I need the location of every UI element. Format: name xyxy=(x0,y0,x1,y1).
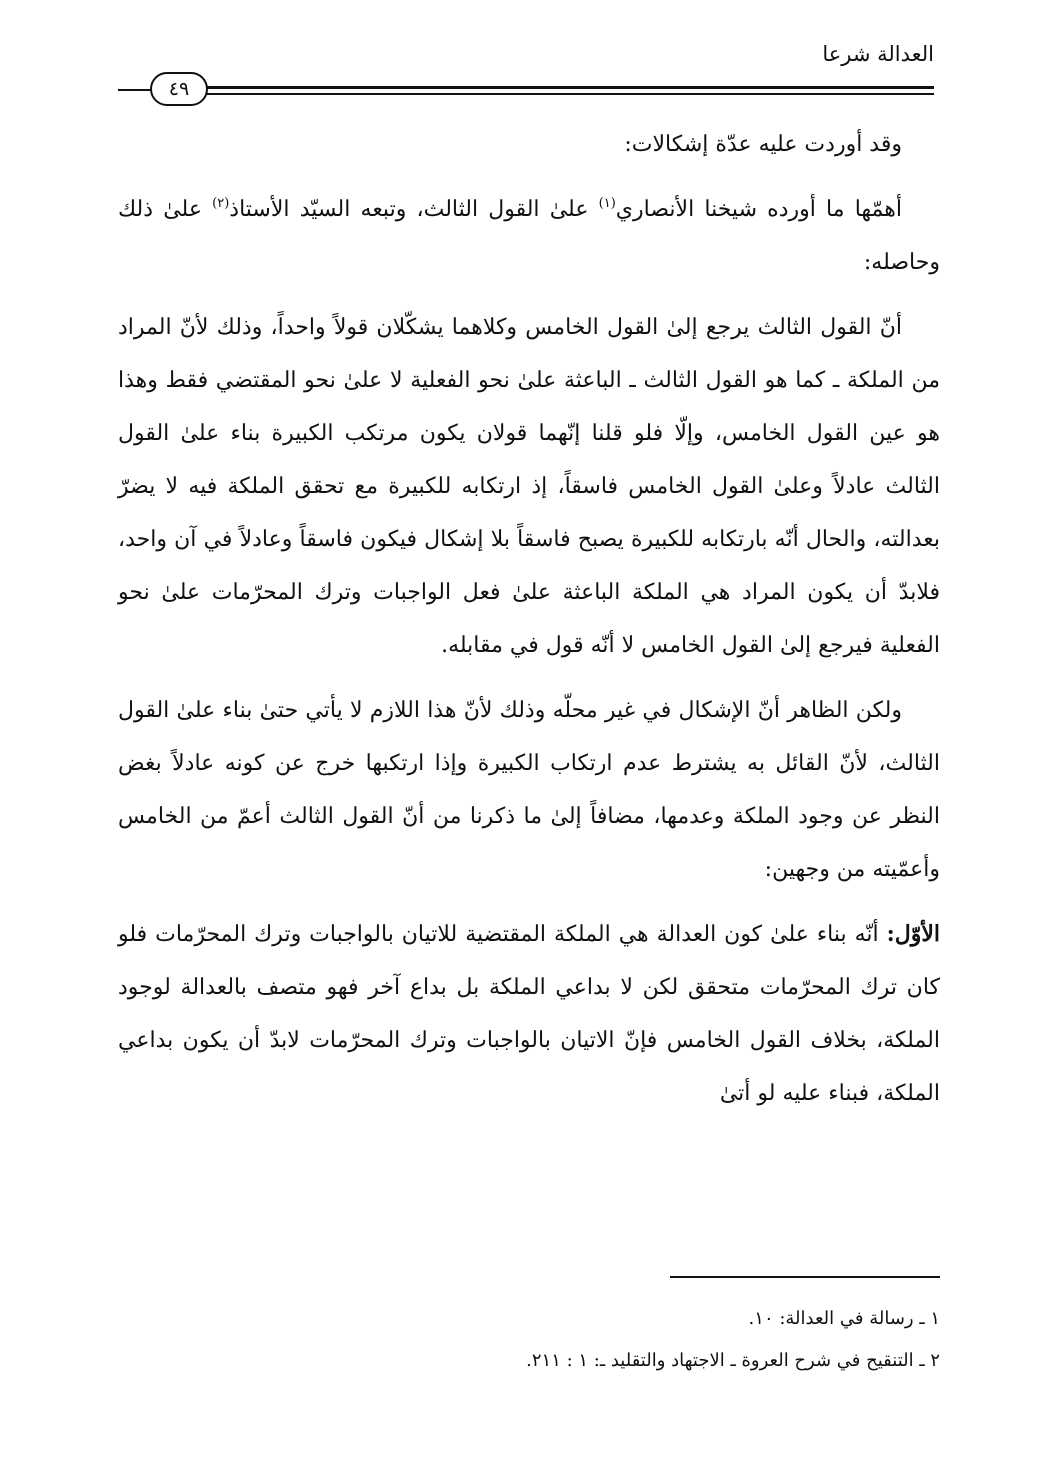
paragraph-2-part-c: علىٰ ذلك وحاصله: xyxy=(118,197,940,275)
paragraph-2 xyxy=(118,183,940,289)
paragraph-2-part-b: علىٰ القول الثالث، وتبعه السيّد الأستاذ xyxy=(229,197,599,222)
footnote-1: ١ ـ رسالة في العدالة: ١٠. xyxy=(748,1308,940,1329)
footnote-separator xyxy=(670,1276,940,1278)
header-rule-thin xyxy=(206,93,934,95)
paragraph-5-label: الأوّل: xyxy=(886,921,940,947)
running-title: العدالة شرعا xyxy=(822,42,934,66)
paragraph-1: وقد أوردت عليه عدّة إشكالات: xyxy=(624,132,902,157)
paragraph-3: أنّ القول الثالث يرجع إلىٰ القول الخامس وكلاهما يشكّلان قولاً واحداً، وذلك لأنّ المراد من الملكة ـ كما هو القول الثالث ـ الباعثة علىٰ نحو الفعلية لا علىٰ نحو المقتضي فقط وهذا هو عين القول الخامس، وإلّا فلو قلنا إنّهما قولان يكون مرتكب الكبيرة بناء علىٰ القول الثالث عادلاً وعلىٰ القول الخامس فاسقاً، إذ ارتكابه للكبيرة مع تحقق الملكة فيه لا يضرّ بعدالته، والحال أنّه بارتكابه للكبيرة يصبح فاسقاً بلا إشكال فيكون فاسقاً وعادلاً في آن واحد، فلابدّ أن يكون المراد هي الملكة الباعثة علىٰ فعل الواجبات وترك المحرّمات علىٰ نحو الفعلية فيرجع إلىٰ القول الخامس لا أنّه قول في مقابله. xyxy=(118,315,940,658)
paragraph-5-text: أنّه بناء علىٰ كون العدالة هي الملكة المقتضية للاتيان بالواجبات وترك المحرّمات فلو كان ترك المحرّمات متحقق لكن لا بداعي الملكة بل بداع آخر فهو متصف بالعدالة لوجود الملكة، بخلاف القول الخامس فإنّ الاتيان بالواجبات وترك المحرّمات لابدّ أن يكون بداعي الملكة، فبناء عليه لو أتىٰ xyxy=(118,922,940,1106)
page-number-badge xyxy=(150,72,208,106)
page-number: ٤٩ xyxy=(168,77,190,100)
paragraph-2-part-a: أهمّها ما أورده شيخنا الأنصاري xyxy=(615,197,902,222)
paragraph-4: ولكن الظاهر أنّ الإشكال في غير محلّه وذلك لأنّ هذا اللازم لا يأتي حتىٰ بناء علىٰ القول الثالث، لأنّ القائل به يشترط عدم ارتكاب الكبيرة وإذا ارتكبها خرج عن كونه عادلاً بغض النظر عن وجود الملكة وعدمها، مضافاً إلىٰ ما ذكرنا من أنّ القول الثالث أعمّ من الخامس وأعمّيته من وجهين: xyxy=(118,698,940,882)
header-rule-left xyxy=(118,89,152,91)
paragraph-5 xyxy=(118,908,940,1120)
header-rule-thick xyxy=(206,86,934,89)
footnotes xyxy=(118,1298,940,1382)
footnote-ref-1[interactable]: (١) xyxy=(598,196,616,211)
footnote-ref-2[interactable]: (٢) xyxy=(212,196,230,211)
footnote-2: ٢ ـ التنقيح في شرح العروة ـ الاجتهاد والتقليد ـ: ١ : ٢١١. xyxy=(526,1350,940,1371)
body-text xyxy=(118,118,940,1120)
